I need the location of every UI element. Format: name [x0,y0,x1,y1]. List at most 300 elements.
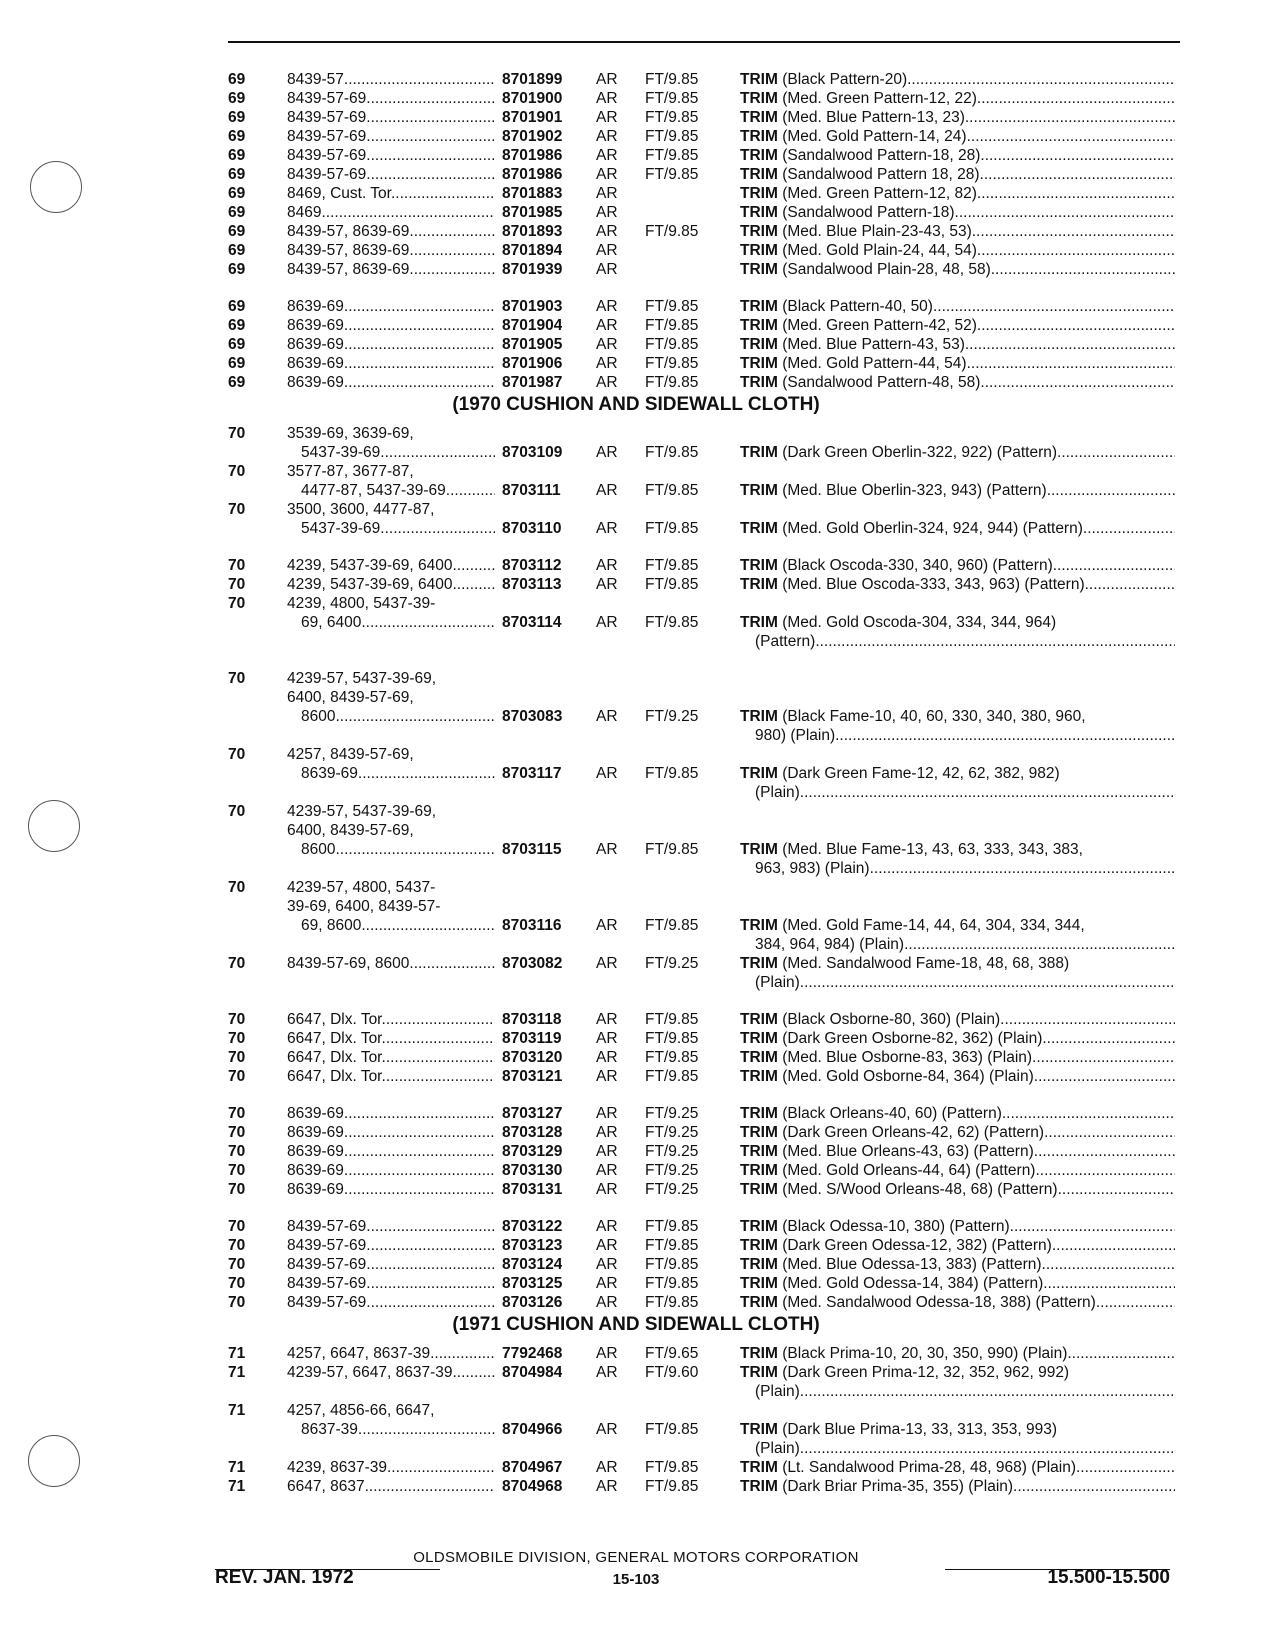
description-text [740,1029,1042,1049]
model-text: 8439-57-69 [287,1294,367,1311]
description-detail: (Dark Green Prima-12, 32, 352, 962, 992) [782,1364,1070,1381]
quantity-code: AR [596,1345,618,1362]
price-code: FT/9.25 [645,1162,699,1179]
model-year: 70 [228,1049,246,1066]
model-text: 5437-39-69 [301,520,381,537]
quantity-code: AR [596,1162,618,1179]
description-detail: 963, 983) (Plain) [755,860,870,877]
description-text [740,1420,1057,1440]
leader-dots [366,1217,495,1237]
model-list [287,1142,495,1162]
trim-description [740,916,1175,936]
price-code: FT/9.85 [645,576,699,593]
part-number: 8701902 [502,128,563,145]
model-text: 8439-57-69 [287,1256,367,1273]
description-text [740,707,1086,727]
part-number: 8701903 [502,298,563,315]
model-list [301,707,495,727]
trim-description [740,1255,1175,1275]
part-number: 8701985 [502,204,563,221]
model-list [287,165,495,185]
description-detail: (Sandalwood Pattern 18, 28) [782,166,980,183]
trim-label: TRIM [740,1256,778,1273]
description-detail: (Dark Briar Prima-35, 355) (Plain) [782,1478,1014,1495]
part-number: 8703112 [502,557,562,574]
trim-label: TRIM [740,1068,778,1085]
leader-dots [1043,1274,1175,1294]
quantity-code: AR [596,1181,618,1198]
description-detail: (Med. Gold Osborne-84, 364) (Plain) [782,1068,1034,1085]
quantity-code: AR [596,204,618,221]
model-text: 8639-69 [287,1181,344,1198]
price-code: FT/9.65 [645,1345,699,1362]
trim-label: TRIM [740,1105,778,1122]
model-list [287,1123,495,1143]
trim-label: TRIM [740,841,778,858]
model-list [287,1217,495,1237]
model-list [287,89,495,109]
model-year: 69 [228,147,246,164]
model-year: 69 [228,223,246,240]
quantity-code: AR [596,147,618,164]
price-code: FT/9.85 [645,355,699,372]
model-year: 69 [228,374,246,391]
model-text: 8469 [287,204,322,221]
model-text: 6647, Dlx. Tor. [287,1068,386,1085]
quantity-code: AR [596,1143,618,1160]
description-detail: (Med. Blue Fame-13, 43, 63, 333, 343, 383, [782,841,1083,858]
leader-dots [1034,1142,1175,1162]
model-list [287,127,495,147]
description-detail: (Black Fame-10, 40, 60, 330, 340, 380, 960, [782,708,1086,725]
model-line: 4239-57, 5437-39-69, [287,803,437,820]
leader-dots [321,203,495,223]
part-number: 8703126 [502,1294,563,1311]
model-year: 69 [228,261,246,278]
trim-description [740,1420,1175,1440]
leader-dots [907,70,1175,90]
model-year: 70 [228,1030,246,1047]
trim-label: TRIM [740,955,778,972]
leader-dots [344,1142,495,1162]
leader-dots [366,1274,495,1294]
description-detail: (Med. Blue Odessa-13, 383) (Pattern) [782,1256,1042,1273]
section-heading: (1971 CUSHION AND SIDEWALL CLOTH) [452,1314,820,1335]
description-text [740,1067,1034,1087]
model-text: 8639-69 [287,298,344,315]
leader-dots [800,1439,1175,1459]
leader-dots [386,1010,495,1030]
leader-dots [409,222,495,242]
trim-description [740,1048,1175,1068]
description-text [740,764,1060,784]
model-line: 39-69, 6400, 8439-57- [287,898,441,915]
part-number: 8703124 [502,1256,563,1273]
model-text: 8439-57 [287,71,344,88]
model-year: 70 [228,501,246,518]
trim-label: TRIM [740,557,778,574]
description-text [740,260,991,280]
quantity-code: AR [596,355,618,372]
description-detail: (Med. Green Pattern-42, 52) [782,317,977,334]
price-code: FT/9.60 [645,1364,699,1381]
part-number: 8703114 [502,614,562,631]
description-detail: (Black Orleans-40, 60) (Pattern) [782,1105,1002,1122]
model-list [301,840,495,860]
model-text: 8639-69 [301,765,358,782]
quantity-code: AR [596,242,618,259]
quantity-code: AR [596,185,618,202]
trim-label: TRIM [740,1459,778,1476]
quantity-code: AR [596,1049,618,1066]
model-text: 8439-57-69 [287,147,367,164]
model-text: 69, 6400 [301,614,362,631]
model-text: 4239, 8637-39 [287,1459,387,1476]
quantity-code: AR [596,317,618,334]
leader-dots [1002,1104,1175,1124]
leader-dots [358,764,495,784]
trim-label: TRIM [740,1237,778,1254]
model-text: 5437-39-69 [301,444,381,461]
trim-label: TRIM [740,166,778,183]
trim-description [740,954,1175,974]
price-code: FT/9.85 [645,374,699,391]
model-list [287,1029,495,1049]
leader-dots [387,1458,495,1478]
price-code: FT/9.25 [645,1181,699,1198]
model-list [287,1104,495,1124]
part-number: 8703111 [502,482,561,499]
price-code: FT/9.85 [645,1478,699,1495]
leader-dots [366,1293,495,1313]
model-text: 8639-69 [287,1124,344,1141]
description-detail: (Med. Sandalwood Fame-18, 48, 68, 388) [782,955,1070,972]
price-code: FT/9.85 [645,917,699,934]
trim-label: TRIM [740,298,778,315]
model-year: 71 [228,1402,246,1419]
quantity-code: AR [596,576,618,593]
model-text: 8469, Cust. Tor. [287,185,396,202]
description-text [740,1477,1013,1497]
model-text: 4257, 6647, 8637-39 [287,1345,431,1362]
description-detail: (Black Oscoda-330, 340, 960) (Pattern) [782,557,1053,574]
description-detail: (Med. Blue Oscoda-333, 343, 963) (Pattern) [782,576,1085,593]
leader-dots [386,1048,495,1068]
leader-dots [835,726,1175,746]
model-list [287,335,495,355]
model-list [287,260,495,280]
price-code: FT/9.85 [645,614,699,631]
trim-description [740,443,1175,463]
model-line: 6400, 8439-57-69, [287,689,414,706]
model-year: 71 [228,1345,246,1362]
description-text [740,1180,1058,1200]
price-code: FT/9.85 [645,1030,699,1047]
model-year: 70 [228,1105,246,1122]
trim-description [740,70,1175,90]
quantity-code: AR [596,841,618,858]
leader-dots [1083,519,1175,539]
trim-label: TRIM [740,1364,778,1381]
model-list [301,519,495,539]
quantity-code: AR [596,1105,618,1122]
trim-description [740,241,1175,261]
model-text: 4477-87, 5437-39-69 [301,482,446,499]
part-number: 8703116 [502,917,562,934]
leader-dots [344,297,495,317]
model-year: 71 [228,1478,246,1495]
model-year: 70 [228,1143,246,1160]
part-number: 8701904 [502,317,563,334]
model-year: 69 [228,185,246,202]
quantity-code: AR [596,90,618,107]
model-list [287,1344,495,1364]
price-code: FT/9.85 [645,520,699,537]
model-list [301,916,495,936]
part-number: 8703128 [502,1124,563,1141]
trim-description [740,165,1175,185]
description-text [740,1161,1035,1181]
description-text [740,70,907,90]
quantity-code: AR [596,261,618,278]
quantity-code: AR [596,955,618,972]
model-text: 4239, 5437-39-69, 6400 [287,557,453,574]
description-detail: (Plain) [755,784,800,801]
trim-description [740,1344,1175,1364]
quantity-code: AR [596,614,618,631]
description-detail: (Med. Blue Plain-23-43, 53) [782,223,972,240]
trim-description [740,1029,1175,1049]
quantity-code: AR [596,765,618,782]
part-number: 8703083 [502,708,563,725]
trim-label: TRIM [740,109,778,126]
part-number: 8703131 [502,1181,563,1198]
description-text [740,108,965,128]
description-text [740,1274,1043,1294]
model-list [287,316,495,336]
leader-dots [446,481,495,501]
trim-description-cont [755,726,1175,746]
price-code: FT/9.85 [645,223,699,240]
section-heading: (1970 CUSHION AND SIDEWALL CLOTH) [452,394,820,415]
trim-label: TRIM [740,204,778,221]
trim-description [740,1293,1175,1313]
quantity-code: AR [596,1218,618,1235]
model-year: 71 [228,1364,246,1381]
trim-description [740,613,1175,633]
part-number: 8703127 [502,1105,563,1122]
description-detail: (Sandalwood Pattern-18, 28) [782,147,981,164]
description-detail: (Med. Green Pattern-12, 22) [782,90,977,107]
model-list [301,1420,495,1440]
trim-label: TRIM [740,1275,778,1292]
model-text: 8439-57-69 [287,90,367,107]
trim-description [740,1217,1175,1237]
price-code: FT/9.85 [645,841,699,858]
leader-dots [366,108,495,128]
model-line: 3500, 3600, 4477-87, [287,501,435,518]
description-text [740,1344,1067,1364]
description-detail: (Dark Green Osborne-82, 362) (Plain) [782,1030,1043,1047]
description-text [740,1458,1076,1478]
model-year: 70 [228,425,246,442]
model-text: 8639-69 [287,1143,344,1160]
leader-dots [904,935,1175,955]
model-text: 8639-69 [287,336,344,353]
model-text: 8439-57-69 [287,109,367,126]
leader-dots [430,1344,495,1364]
quantity-code: AR [596,520,618,537]
leader-dots [344,1180,495,1200]
trim-label: TRIM [740,261,778,278]
model-list [287,1363,495,1383]
trim-label: TRIM [740,482,778,499]
price-code: FT/9.85 [645,1011,699,1028]
part-number: 8701900 [502,90,563,107]
price-code: FT/9.85 [645,765,699,782]
trim-description-cont [755,1439,1175,1459]
description-detail: (Sandalwood Plain-28, 48, 58) [782,261,991,278]
trim-description-cont [755,973,1175,993]
page-number: 15-103 [612,1571,660,1588]
trim-description [740,108,1175,128]
description-text [740,222,972,242]
model-year: 69 [228,317,246,334]
quantity-code: AR [596,1011,618,1028]
leader-dots [1057,443,1175,463]
trim-description [740,373,1175,393]
model-text: 6647, Dlx. Tor. [287,1011,386,1028]
trim-label: TRIM [740,374,778,391]
quantity-code: AR [596,1068,618,1085]
description-text [740,89,977,109]
leader-dots [1013,1477,1175,1497]
description-text [740,241,977,261]
quantity-code: AR [596,1275,618,1292]
description-text [740,916,1085,936]
description-detail: (Dark Green Odessa-12, 382) (Pattern) [782,1237,1052,1254]
trim-label: TRIM [740,1143,778,1160]
trim-description [740,1161,1175,1181]
model-list [287,1067,495,1087]
description-detail: (Med. Gold Oberlin-324, 924, 944) (Pattern) [782,520,1083,537]
trim-description [740,1477,1175,1497]
model-year: 70 [228,803,246,820]
trim-label: TRIM [740,1218,778,1235]
leader-dots [1044,1123,1175,1143]
quantity-code: AR [596,708,618,725]
description-text [740,575,1085,595]
model-list [287,1477,495,1497]
trim-description [740,1123,1175,1143]
leader-dots [409,260,495,280]
quantity-code: AR [596,109,618,126]
description-detail: (Plain) [755,974,800,991]
trim-description [740,707,1175,727]
model-list [287,222,495,242]
model-text: 8439-57, 8639-69 [287,261,410,278]
leader-dots [870,859,1175,879]
model-year: 69 [228,71,246,88]
model-year: 69 [228,166,246,183]
model-year: 70 [228,1162,246,1179]
description-detail: (Dark Green Orleans-42, 62) (Pattern) [782,1124,1045,1141]
revision-date: REV. JAN. 1972 [215,1567,354,1588]
model-text: 8600 [301,708,336,725]
leader-dots [344,70,495,90]
trim-description [740,1274,1175,1294]
part-number: 8703117 [502,765,562,782]
trim-description-cont [755,632,1175,652]
model-text: 6647, Dlx. Tor. [287,1049,386,1066]
part-number: 8701893 [502,223,563,240]
price-code: FT/9.85 [645,482,699,499]
price-code: FT/9.85 [645,1294,699,1311]
model-line: 4257, 8439-57-69, [287,746,414,763]
trim-description [740,1180,1175,1200]
trim-description [740,316,1175,336]
model-list [287,184,495,204]
description-detail: (Black Pattern-40, 50) [782,298,933,315]
model-year: 70 [228,1124,246,1141]
price-code: FT/9.85 [645,1459,699,1476]
model-year: 69 [228,298,246,315]
leader-dots [965,108,1175,128]
part-number: 8701894 [502,242,563,259]
model-list [287,1458,495,1478]
model-list [287,1236,495,1256]
leader-dots [1035,1161,1175,1181]
description-text [740,1123,1044,1143]
model-year: 70 [228,463,246,480]
leader-dots [344,316,495,336]
model-text: 8637-39 [301,1421,358,1438]
part-number: 8703115 [502,841,562,858]
trim-label: TRIM [740,1049,778,1066]
trim-label: TRIM [740,317,778,334]
leader-dots [800,783,1175,803]
part-number: 8703110 [502,520,562,537]
leader-dots [335,840,495,860]
trim-label: TRIM [740,223,778,240]
model-year: 69 [228,90,246,107]
description-text [740,165,980,185]
leader-dots [1058,1180,1175,1200]
model-line: 4239-57, 4800, 5437- [287,879,436,896]
description-detail: (Med. Gold Fame-14, 44, 64, 304, 334, 344, [782,917,1085,934]
price-code: FT/9.25 [645,1124,699,1141]
description-detail: (Black Osborne-80, 360) (Plain) [782,1011,1001,1028]
quantity-code: AR [596,374,618,391]
model-text: 8439-57-69 [287,1237,367,1254]
description-detail: 980) (Plain) [755,727,836,744]
leader-dots [955,203,1175,223]
description-text [740,1010,1000,1030]
model-line: 3539-69, 3639-69, [287,425,414,442]
trim-label: TRIM [740,1011,778,1028]
part-number: 8701906 [502,355,563,372]
part-number: 8703113 [502,576,562,593]
trim-label: TRIM [740,1162,778,1179]
price-code: FT/9.85 [645,128,699,145]
description-detail: (Dark Green Fame-12, 42, 62, 382, 982) [782,765,1060,782]
price-code: FT/9.85 [645,317,699,334]
leader-dots [409,241,495,261]
model-text: 8639-69 [287,355,344,372]
model-text: 8639-69 [287,1105,344,1122]
leader-dots [980,373,1175,393]
trim-label: TRIM [740,90,778,107]
